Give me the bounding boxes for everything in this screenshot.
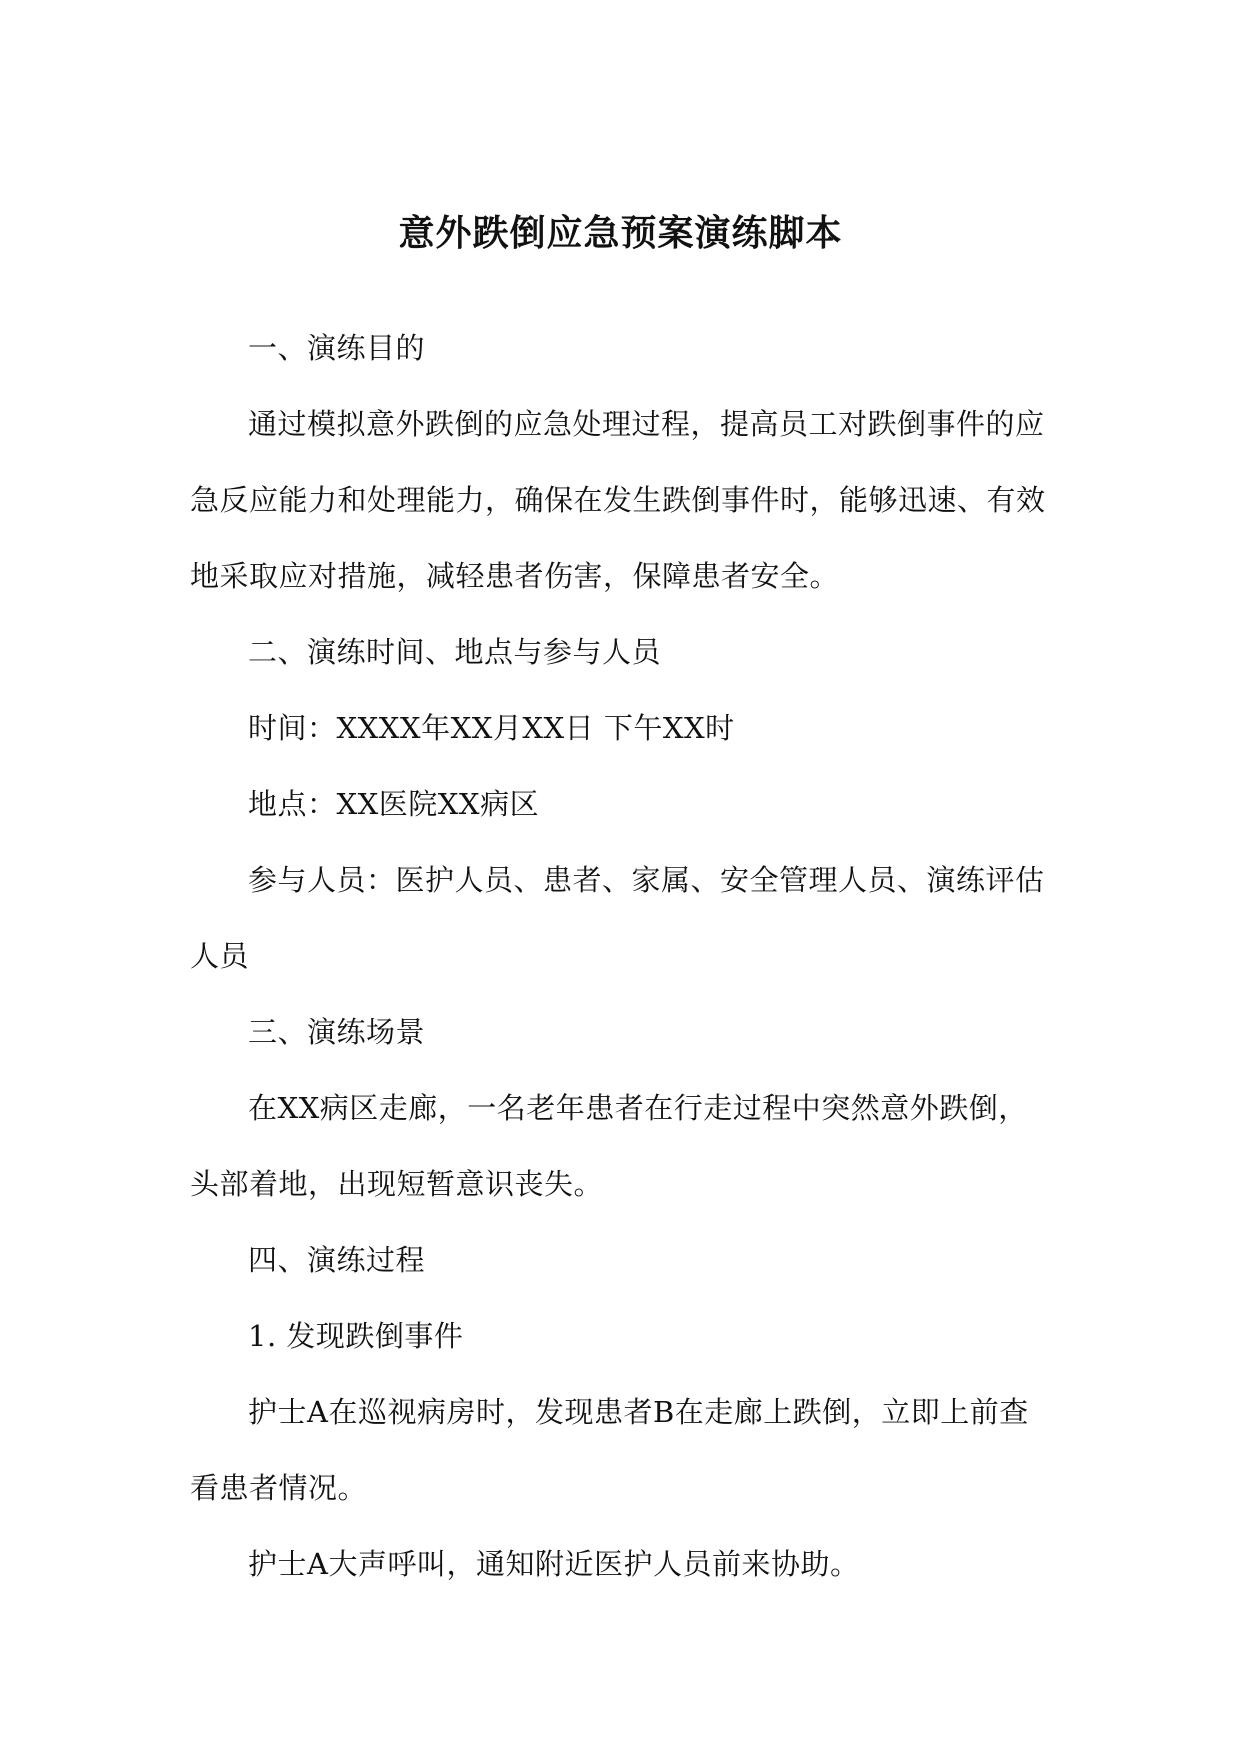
section-heading-scene: 三、演练场景 <box>248 1015 426 1049</box>
document-body <box>190 310 1050 1602</box>
place-line: 地点：XX医院XX病区 <box>248 787 540 821</box>
step-paragraph-check: 护士A在巡视病房时，发现患者B在走廊上跌倒，立即上前查看患者情况。 <box>190 1395 1029 1505</box>
step-paragraph-call: 护士A大声呼叫，通知附近医护人员前来协助。 <box>248 1547 860 1581</box>
step-heading-discover: 1. 发现跌倒事件 <box>248 1319 464 1353</box>
scene-paragraph: 在XX病区走廊，一名老年患者在行走过程中突然意外跌倒，头部着地，出现短暂意识丧失。 <box>190 1091 1028 1201</box>
section-heading-process: 四、演练过程 <box>248 1243 426 1277</box>
participants-line: 参与人员：医护人员、患者、家属、安全管理人员、演练评估人员 <box>190 863 1045 973</box>
section-heading-time-place: 二、演练时间、地点与参与人员 <box>248 635 662 669</box>
time-line: 时间：XXXX年XX月XX日 下午XX时 <box>248 711 735 745</box>
document-title: 意外跌倒应急预案演练脚本 <box>398 212 843 255</box>
purpose-paragraph: 通过模拟意外跌倒的应急处理过程，提高员工对跌倒事件的应急反应能力和处理能力，确保在发生跌倒事件时，能够迅速、有效地采取应对措施，减轻患者伤害，保障患者安全。 <box>190 407 1046 593</box>
section-heading-purpose: 一、演练目的 <box>248 331 426 365</box>
